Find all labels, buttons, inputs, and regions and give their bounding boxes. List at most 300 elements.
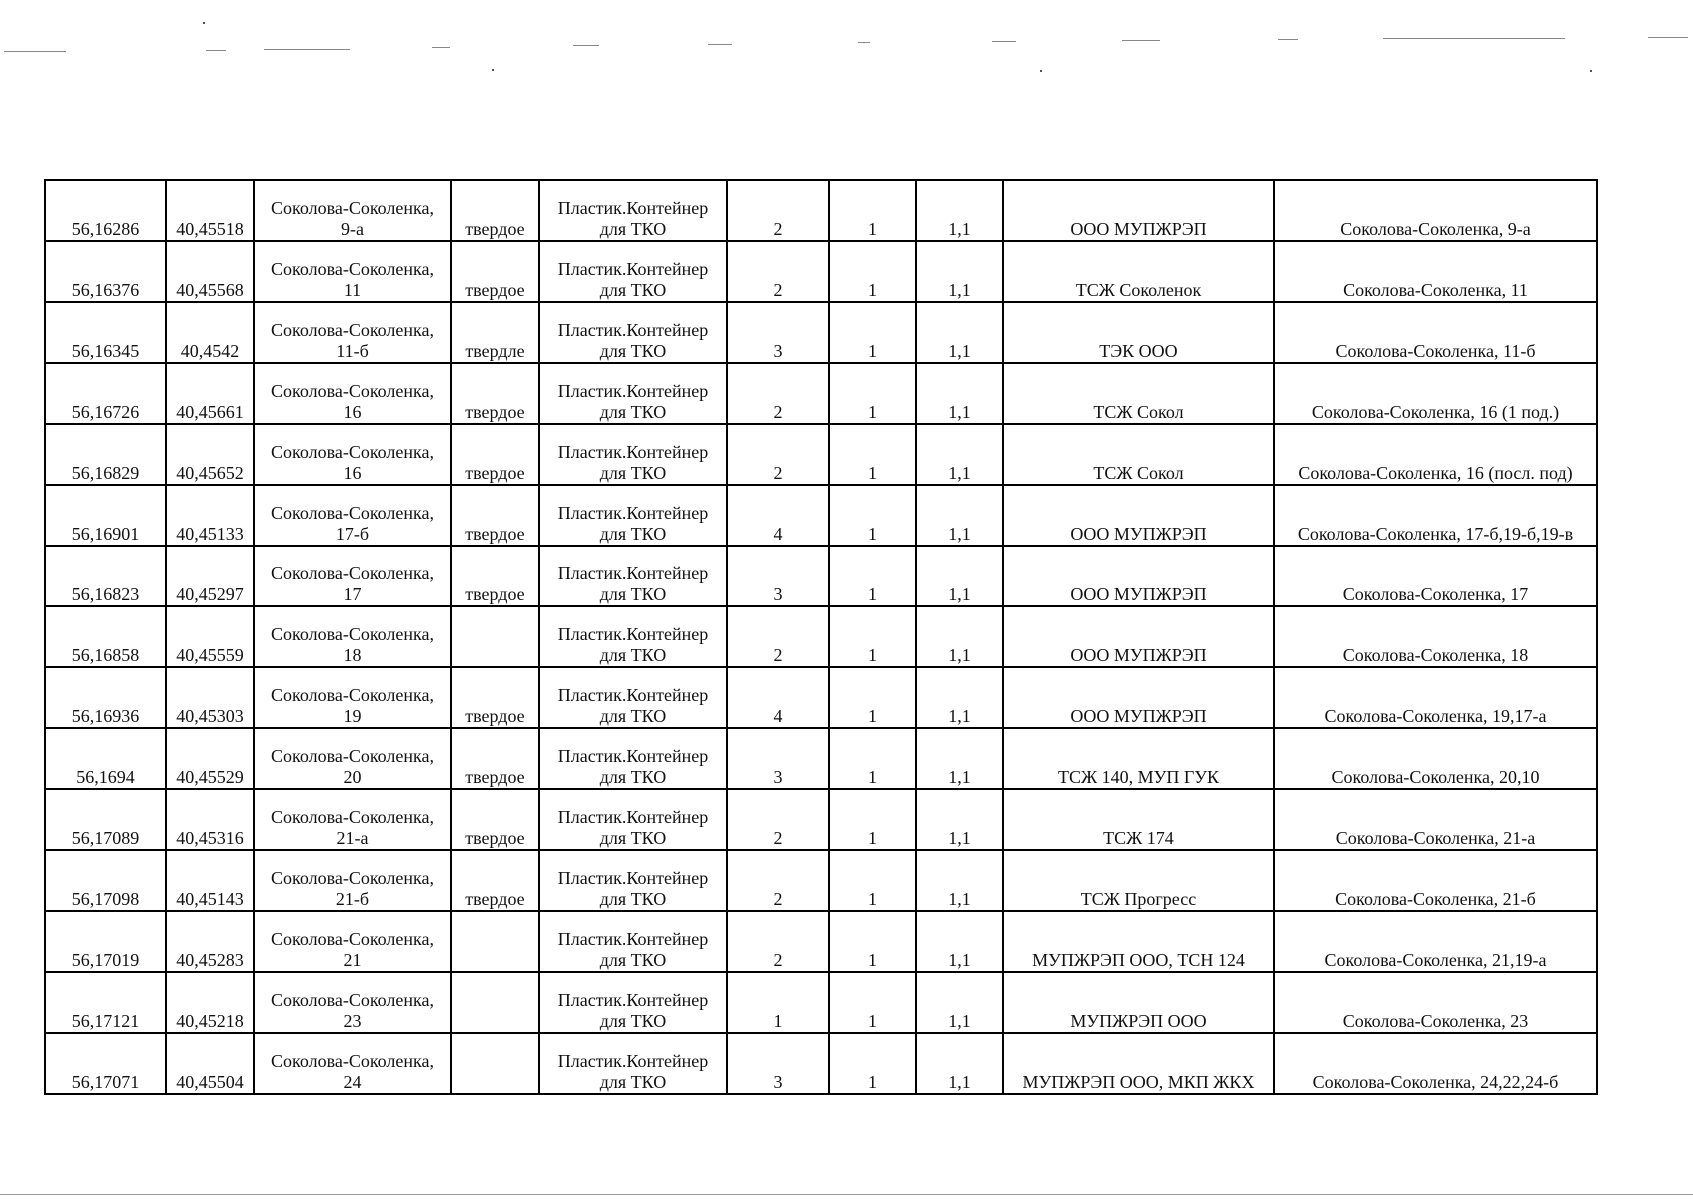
table-row	[45, 850, 1597, 911]
unit-value: 1	[868, 401, 877, 422]
organization-cell	[1003, 789, 1274, 850]
street-name: Соколова-Соколенка,	[271, 685, 434, 706]
longitude-cell	[166, 911, 254, 972]
served-address-cell	[1274, 606, 1597, 667]
container-count-value: 3	[773, 1072, 783, 1092]
container-type-line2: для ТКО	[599, 767, 667, 788]
unit-value: 1	[868, 523, 877, 544]
volume-value: 1,1	[948, 828, 971, 849]
unit-value: 1	[868, 340, 877, 361]
table-row	[45, 180, 1597, 241]
latitude-cell	[45, 1033, 166, 1094]
street-name: Соколова-Соколенка,	[271, 746, 434, 767]
unit-cell	[829, 302, 916, 363]
surface-cell	[451, 911, 539, 972]
container-type-line2: для ТКО	[599, 340, 667, 361]
unit-value: 1	[868, 949, 877, 970]
container-type-cell	[539, 606, 727, 667]
served-address-cell	[1274, 363, 1597, 424]
unit-cell	[829, 485, 916, 546]
unit-value: 1	[868, 584, 877, 605]
surface-cell	[451, 667, 539, 728]
organization-value: ООО МУПЖРЭП	[1070, 706, 1207, 727]
container-count-cell	[727, 302, 829, 363]
house-number: 21-а	[336, 828, 369, 849]
volume-value: 1,1	[948, 767, 971, 788]
container-type-line1: Пластик.Контейнер	[557, 746, 709, 767]
scan-dot	[1040, 70, 1042, 72]
longitude-cell	[166, 424, 254, 485]
organization-value: ТСЖ 174	[1103, 828, 1174, 849]
latitude-value: 56,16823	[71, 584, 140, 605]
organization-cell	[1003, 302, 1274, 363]
table-row	[45, 546, 1597, 607]
container-type-line2: для ТКО	[599, 523, 667, 544]
latitude-value: 56,16829	[71, 462, 140, 483]
street-name: Соколова-Соколенка,	[271, 868, 434, 889]
house-number: 11-б	[336, 340, 369, 361]
house-number: 16	[343, 401, 362, 422]
organization-cell	[1003, 972, 1274, 1033]
container-type-cell	[539, 241, 727, 302]
house-number: 17-б	[335, 523, 370, 544]
container-count-value: 2	[773, 279, 783, 300]
organization-value: ТСЖ Прогресс	[1080, 889, 1197, 910]
location-cell	[254, 850, 451, 911]
latitude-value: 56,17089	[71, 828, 140, 849]
longitude-value: 40,45133	[176, 523, 244, 544]
container-count-value: 2	[773, 401, 783, 422]
organization-cell	[1003, 911, 1274, 972]
organization-cell	[1003, 546, 1274, 607]
longitude-cell	[166, 972, 254, 1033]
table-row	[45, 972, 1597, 1033]
unit-cell	[829, 789, 916, 850]
organization-cell	[1003, 424, 1274, 485]
location-cell	[254, 606, 451, 667]
house-number: 21-б	[335, 889, 370, 910]
latitude-cell	[45, 789, 166, 850]
served-address-value: Соколова-Соколенка, 21,19-а	[1324, 949, 1547, 970]
latitude-cell	[45, 363, 166, 424]
organization-cell	[1003, 728, 1274, 789]
volume-cell	[916, 850, 1003, 911]
container-count-cell	[727, 485, 829, 546]
surface-cell	[451, 606, 539, 667]
container-type-cell	[539, 546, 727, 607]
surface-cell	[451, 363, 539, 424]
volume-value: 1,1	[948, 584, 971, 605]
latitude-value: 56,17071	[71, 1072, 140, 1092]
longitude-value: 40,45518	[176, 218, 244, 239]
container-count-cell	[727, 180, 829, 241]
container-type-cell	[539, 789, 727, 850]
container-type-line2: для ТКО	[599, 1072, 667, 1092]
unit-value: 1	[868, 279, 877, 300]
container-count-cell	[727, 606, 829, 667]
volume-value: 1,1	[948, 279, 971, 300]
longitude-value: 40,45529	[176, 767, 244, 788]
volume-value: 1,1	[948, 523, 971, 544]
organization-cell	[1003, 180, 1274, 241]
container-count-value: 2	[773, 828, 783, 849]
container-type-line1: Пластик.Контейнер	[557, 928, 709, 949]
volume-value: 1,1	[948, 340, 971, 361]
surface-value: твердое	[465, 889, 525, 910]
longitude-value: 40,45297	[176, 584, 244, 605]
container-type-line2: для ТКО	[599, 706, 667, 727]
house-number: 18	[343, 645, 362, 666]
volume-value: 1,1	[948, 1010, 971, 1031]
house-number: 9-а	[341, 218, 364, 239]
organization-value: ООО МУПЖРЭП	[1070, 523, 1207, 544]
street-name: Соколова-Соколенка,	[271, 197, 434, 218]
container-type-line2: для ТКО	[599, 645, 667, 666]
table-row	[45, 485, 1597, 546]
organization-value: ТСЖ Сокол	[1093, 401, 1184, 422]
unit-cell	[829, 606, 916, 667]
location-cell	[254, 667, 451, 728]
latitude-cell	[45, 546, 166, 607]
served-address-cell	[1274, 911, 1597, 972]
container-type-line2: для ТКО	[599, 401, 667, 422]
container-type-cell	[539, 485, 727, 546]
unit-cell	[829, 1033, 916, 1094]
organization-value: ТСЖ Соколенок	[1075, 279, 1202, 300]
latitude-cell	[45, 850, 166, 911]
location-cell	[254, 485, 451, 546]
container-type-line2: для ТКО	[599, 828, 667, 849]
unit-cell	[829, 241, 916, 302]
scan-mark	[1122, 40, 1160, 41]
house-number: 24	[343, 1072, 362, 1092]
table-row	[45, 302, 1597, 363]
organization-value: ООО МУПЖРЭП	[1070, 218, 1207, 239]
volume-cell	[916, 546, 1003, 607]
container-type-line1: Пластик.Контейнер	[557, 1051, 709, 1071]
container-count-value: 2	[773, 889, 783, 910]
volume-cell	[916, 667, 1003, 728]
organization-value: ООО МУПЖРЭП	[1070, 645, 1207, 666]
served-address-cell	[1274, 972, 1597, 1033]
served-address-cell	[1274, 180, 1597, 241]
served-address-value: Соколова-Соколенка, 24,22,24-б	[1312, 1072, 1559, 1092]
container-type-line1: Пластик.Контейнер	[557, 319, 709, 340]
longitude-cell	[166, 1033, 254, 1094]
table-row	[45, 911, 1597, 972]
served-address-value: Соколова-Соколенка, 11-б	[1335, 340, 1536, 361]
served-address-value: Соколова-Соколенка, 17	[1342, 584, 1529, 605]
volume-value: 1,1	[948, 889, 971, 910]
container-count-value: 3	[773, 584, 783, 605]
container-type-cell	[539, 302, 727, 363]
container-type-cell	[539, 667, 727, 728]
scan-dot	[1590, 70, 1592, 72]
organization-value: МУПЖРЭП ООО, ТСН 124	[1032, 949, 1245, 970]
served-address-cell	[1274, 485, 1597, 546]
house-number: 16	[343, 462, 362, 483]
served-address-cell	[1274, 789, 1597, 850]
container-count-value: 2	[773, 462, 783, 483]
surface-cell	[451, 728, 539, 789]
longitude-value: 40,4542	[180, 340, 240, 361]
volume-value: 1,1	[948, 218, 971, 239]
location-cell	[254, 789, 451, 850]
container-count-cell	[727, 789, 829, 850]
latitude-cell	[45, 972, 166, 1033]
served-address-cell	[1274, 1033, 1597, 1094]
surface-value: твердое	[465, 706, 525, 727]
street-name: Соколова-Соколенка,	[271, 441, 434, 462]
container-type-cell	[539, 424, 727, 485]
served-address-value: Соколова-Соколенка, 17-б,19-б,19-в	[1297, 523, 1574, 544]
latitude-cell	[45, 241, 166, 302]
volume-cell	[916, 728, 1003, 789]
container-type-cell	[539, 1033, 727, 1094]
longitude-cell	[166, 302, 254, 363]
served-address-value: Соколова-Соколенка, 21-б	[1335, 889, 1536, 910]
organization-value: ТСЖ 140, МУП ГУК	[1057, 767, 1220, 788]
table-row	[45, 363, 1597, 424]
surface-value: твердле	[465, 340, 525, 361]
latitude-value: 56,16936	[71, 706, 140, 727]
unit-value: 1	[868, 462, 877, 483]
latitude-cell	[45, 180, 166, 241]
unit-cell	[829, 546, 916, 607]
served-address-cell	[1274, 728, 1597, 789]
volume-value: 1,1	[948, 949, 971, 970]
container-type-line1: Пластик.Контейнер	[557, 807, 709, 828]
container-type-cell	[539, 180, 727, 241]
unit-value: 1	[868, 1010, 877, 1031]
container-count-cell	[727, 972, 829, 1033]
container-type-cell	[539, 911, 727, 972]
unit-value: 1	[868, 218, 877, 239]
served-address-value: Соколова-Соколенка, 11	[1343, 279, 1528, 300]
surface-value: твердое	[465, 767, 525, 788]
street-name: Соколова-Соколенка,	[271, 624, 434, 645]
surface-value: твердое	[465, 523, 525, 544]
container-count-cell	[727, 728, 829, 789]
served-address-value: Соколова-Соколенка, 9-а	[1340, 218, 1531, 239]
latitude-value: 56,17098	[71, 889, 140, 910]
container-count-cell	[727, 546, 829, 607]
street-name: Соколова-Соколенка,	[271, 1051, 434, 1071]
container-type-line1: Пластик.Контейнер	[557, 563, 709, 584]
volume-cell	[916, 972, 1003, 1033]
surface-value: твердое	[465, 279, 525, 300]
table-row	[45, 728, 1597, 789]
organization-cell	[1003, 1033, 1274, 1094]
unit-value: 1	[868, 706, 877, 727]
longitude-value: 40,45316	[176, 828, 244, 849]
container-type-line1: Пластик.Контейнер	[557, 868, 709, 889]
surface-value: твердое	[465, 462, 525, 483]
unit-cell	[829, 728, 916, 789]
volume-value: 1,1	[948, 1072, 971, 1092]
container-type-line2: для ТКО	[599, 462, 667, 483]
longitude-cell	[166, 485, 254, 546]
table-row	[45, 1033, 1597, 1094]
container-count-value: 2	[773, 218, 783, 239]
longitude-cell	[166, 667, 254, 728]
longitude-cell	[166, 363, 254, 424]
longitude-value: 40,45559	[176, 645, 244, 666]
location-cell	[254, 911, 451, 972]
street-name: Соколова-Соколенка,	[271, 928, 434, 949]
longitude-value: 40,45652	[176, 462, 244, 483]
container-count-cell	[727, 667, 829, 728]
longitude-value: 40,45661	[176, 401, 244, 422]
house-number: 19	[343, 706, 362, 727]
location-cell	[254, 241, 451, 302]
served-address-value: Соколова-Соколенка, 19,17-а	[1324, 706, 1547, 727]
table-row	[45, 789, 1597, 850]
organization-cell	[1003, 241, 1274, 302]
scan-mark	[206, 50, 226, 51]
location-cell	[254, 972, 451, 1033]
container-count-cell	[727, 241, 829, 302]
container-count-value: 3	[773, 767, 783, 788]
served-address-cell	[1274, 424, 1597, 485]
container-type-line1: Пластик.Контейнер	[557, 685, 709, 706]
volume-cell	[916, 789, 1003, 850]
latitude-cell	[45, 667, 166, 728]
container-type-line2: для ТКО	[599, 889, 667, 910]
unit-cell	[829, 424, 916, 485]
served-address-cell	[1274, 850, 1597, 911]
longitude-value: 40,45143	[176, 889, 244, 910]
organization-cell	[1003, 606, 1274, 667]
scan-mark	[264, 49, 350, 50]
street-name: Соколова-Соколенка,	[271, 989, 434, 1010]
organization-value: МУПЖРЭП ООО	[1070, 1010, 1207, 1031]
scan-mark	[4, 51, 66, 52]
container-type-line2: для ТКО	[599, 584, 667, 605]
scan-mark	[573, 45, 599, 46]
unit-cell	[829, 180, 916, 241]
table-row	[45, 667, 1597, 728]
served-address-value: Соколова-Соколенка, 18	[1342, 645, 1529, 666]
served-address-cell	[1274, 241, 1597, 302]
location-cell	[254, 363, 451, 424]
unit-cell	[829, 363, 916, 424]
longitude-cell	[166, 789, 254, 850]
location-cell	[254, 424, 451, 485]
container-type-cell	[539, 972, 727, 1033]
house-number: 20	[343, 767, 362, 788]
longitude-value: 40,45504	[176, 1072, 244, 1092]
surface-cell	[451, 789, 539, 850]
scan-mark	[1648, 37, 1688, 38]
street-name: Соколова-Соколенка,	[271, 258, 434, 279]
organization-value: ООО МУПЖРЭП	[1070, 584, 1207, 605]
unit-cell	[829, 667, 916, 728]
served-address-value: Соколова-Соколенка, 20,10	[1331, 767, 1540, 788]
surface-value: твердое	[465, 218, 525, 239]
latitude-cell	[45, 728, 166, 789]
surface-cell	[451, 485, 539, 546]
house-number: 21	[343, 949, 362, 970]
container-type-line1: Пластик.Контейнер	[557, 624, 709, 645]
container-type-line1: Пластик.Контейнер	[557, 441, 709, 462]
unit-value: 1	[868, 1072, 877, 1092]
surface-cell	[451, 302, 539, 363]
container-count-value: 2	[773, 645, 783, 666]
table-row	[45, 606, 1597, 667]
location-cell	[254, 728, 451, 789]
surface-cell	[451, 424, 539, 485]
unit-cell	[829, 972, 916, 1033]
unit-value: 1	[868, 828, 877, 849]
container-type-line2: для ТКО	[599, 279, 667, 300]
volume-cell	[916, 302, 1003, 363]
organization-value: ТЭК ООО	[1099, 340, 1178, 361]
volume-value: 1,1	[948, 401, 971, 422]
surface-value: твердое	[465, 828, 525, 849]
organization-value: МУПЖРЭП ООО, МКП ЖКХ	[1022, 1072, 1255, 1092]
volume-cell	[916, 424, 1003, 485]
location-cell	[254, 546, 451, 607]
location-cell	[254, 1033, 451, 1094]
surface-cell	[451, 546, 539, 607]
unit-value: 1	[868, 767, 877, 788]
scan-mark	[1278, 39, 1298, 40]
latitude-cell	[45, 606, 166, 667]
surface-cell	[451, 972, 539, 1033]
surface-value: твердое	[465, 401, 525, 422]
unit-cell	[829, 850, 916, 911]
container-type-cell	[539, 728, 727, 789]
street-name: Соколова-Соколенка,	[271, 319, 434, 340]
latitude-value: 56,17121	[71, 1010, 140, 1031]
latitude-value: 56,17019	[71, 949, 140, 970]
street-name: Соколова-Соколенка,	[271, 807, 434, 828]
container-count-value: 4	[773, 706, 783, 727]
volume-cell	[916, 485, 1003, 546]
street-name: Соколова-Соколенка,	[271, 380, 434, 401]
container-type-line2: для ТКО	[599, 1010, 667, 1031]
container-type-line1: Пластик.Контейнер	[557, 989, 709, 1010]
container-type-line1: Пластик.Контейнер	[557, 197, 709, 218]
scan-mark	[858, 42, 870, 43]
location-cell	[254, 302, 451, 363]
served-address-cell	[1274, 667, 1597, 728]
table-row	[45, 424, 1597, 485]
longitude-value: 40,45568	[176, 279, 244, 300]
scan-mark	[1383, 38, 1565, 39]
organization-cell	[1003, 667, 1274, 728]
surface-cell	[451, 241, 539, 302]
latitude-value: 56,16376	[71, 279, 140, 300]
container-type-line2: для ТКО	[599, 218, 667, 239]
volume-cell	[916, 1033, 1003, 1094]
volume-cell	[916, 241, 1003, 302]
longitude-value: 40,45303	[176, 706, 244, 727]
container-count-value: 3	[773, 340, 783, 361]
latitude-value: 56,16726	[71, 401, 140, 422]
unit-cell	[829, 911, 916, 972]
volume-cell	[916, 180, 1003, 241]
volume-cell	[916, 911, 1003, 972]
latitude-value: 56,16901	[71, 523, 140, 544]
organization-cell	[1003, 363, 1274, 424]
longitude-cell	[166, 850, 254, 911]
surface-value: твердое	[465, 584, 525, 605]
scan-mark	[432, 47, 450, 48]
volume-value: 1,1	[948, 462, 971, 483]
latitude-cell	[45, 302, 166, 363]
